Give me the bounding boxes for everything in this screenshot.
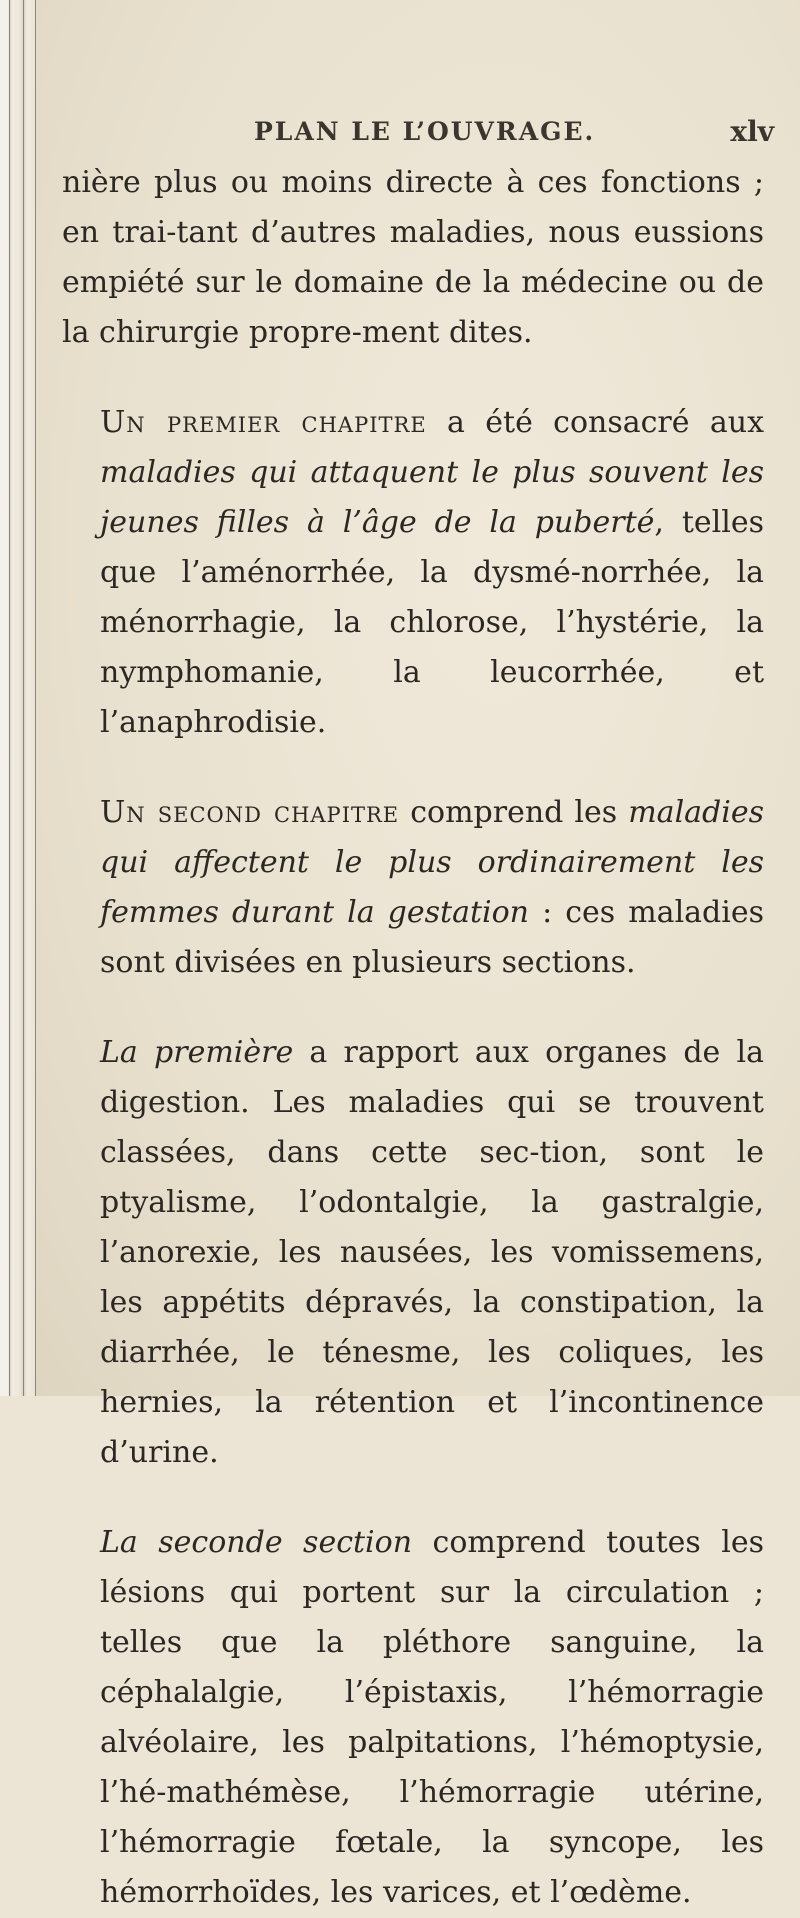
paragraph-5 — [62, 1518, 764, 1918]
paragraph-4-text: a rapport aux organes de la digestion. Les maladies qui se trouvent classées, dans cette sec-tion, sont le ptyalisme, l’odontalgie, la gastralgie, l’anorexie, les nausées, les vomissemens, les appétits dépravés, la constipation, la diarrhée, le ténesme, les coliques, les hernies, la rétention et l’incontinence d’urine. — [100, 1035, 764, 1470]
paragraph-2-text-2: , telles que l’aménorrhée, la dysmé-norrhée, la ménorrhagie, la chlorose, l’hystérie, la nymphomanie, la leucorrhée, et l’anaphrodisie. — [100, 505, 764, 740]
paragraph-5-italic: La seconde section — [100, 1525, 413, 1560]
paragraph-4 — [62, 1028, 764, 1478]
page-number: xlv — [730, 115, 774, 148]
paragraph-2 — [62, 398, 764, 748]
paragraph-2-italic: maladies qui attaquent le plus souvent les jeunes filles à l’âge de la puberté — [100, 455, 764, 540]
running-head: PLAN LE L’OUVRAGE. — [254, 117, 596, 146]
paragraph-2-text-1: a été consacré aux — [426, 405, 764, 440]
paragraph-5-text: comprend toutes les lésions qui portent sur la circulation ; telles que la pléthore sanguine, la céphalalgie, l’épistaxis, l’hémorragie alvéolaire, les palpitations, l’hémoptysie, l’hé-mathémèse, l’hémorragie utérine, l’hémorragie fœtale, la syncope, les hémorrhoïdes, les varices, et l’œdème. — [100, 1525, 764, 1910]
chapter-lead: Un premier chapitre — [100, 405, 427, 440]
paragraph-3-text-2: : ces maladies sont divisées en plusieurs sections. — [100, 895, 764, 980]
paragraph-1 — [62, 158, 764, 358]
paragraph-3-text-1: comprend les — [399, 795, 629, 830]
paragraph-3 — [62, 788, 764, 988]
chapter-lead: Un second chapitre — [100, 795, 400, 830]
gutter-line — [23, 0, 24, 1396]
paragraph-4-italic: La première — [100, 1035, 294, 1070]
book-page — [36, 0, 800, 1910]
gutter-line — [9, 0, 10, 1396]
paragraph-3-italic: maladies qui affectent le plus ordinairement les femmes durant la gestation — [100, 795, 764, 930]
body-text — [62, 158, 764, 1918]
page-header — [36, 117, 800, 157]
binding-gutter — [0, 0, 36, 1396]
paragraph-1-text: nière plus ou moins directe à ces fonctions ; en trai-tant d’autres maladies, nous eussions empiété sur le domaine de la médecine ou de la chirurgie propre-ment dites. — [62, 165, 764, 350]
